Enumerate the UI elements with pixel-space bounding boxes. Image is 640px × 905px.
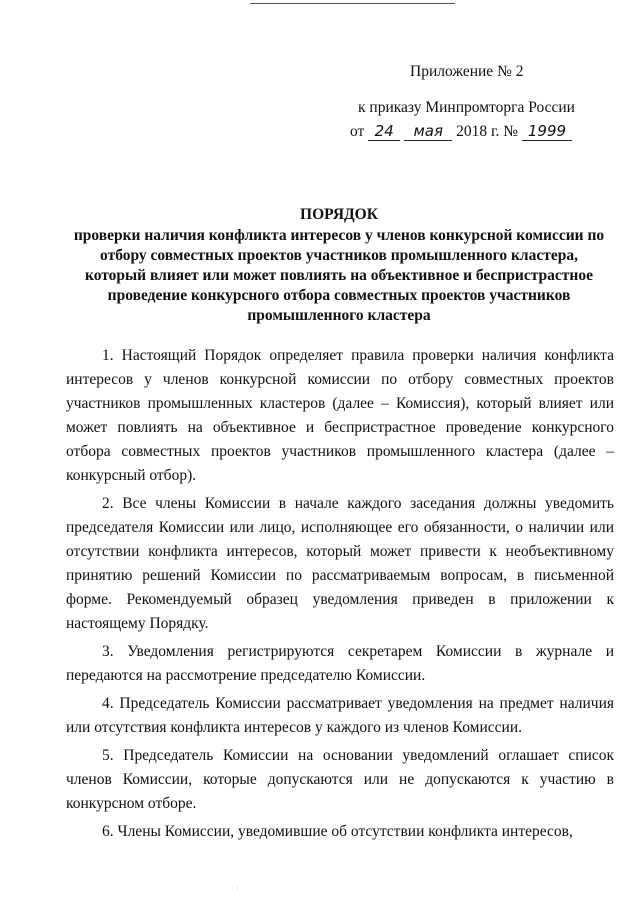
scan-speck: · xyxy=(236,884,239,893)
paragraph-2: 2. Все члены Комиссии в начале каждого заседания должны уведомить председателя Комиссии или лицо, исполняющее его обязанности, о наличии или отсутствии конфликта интересов, который может привести к необъективному принятию решений Комиссии по рассматриваемым вопросам, в письменной форме. Рекомендуемый образец уведомления приведен в приложении к настоящему Порядку. xyxy=(66,495,614,632)
date-prefix: от xyxy=(350,123,365,140)
order-reference: к приказу Минпромторга России xyxy=(358,99,575,116)
appendix-label: Приложение № 2 xyxy=(410,63,524,80)
paragraph-1: 1. Настоящий Порядок определяет правила проверки наличия конфликта интересов у членов конкурсной комиссии по отбору совместных проектов участников промышленных кластеров (далее – Комиссия), который влияет или может повлиять на объективное и беспристрастное проведение конкурсного отбора совместных проектов участников промышленного кластера (далее – конкурсный отбор). xyxy=(66,347,614,484)
paragraph-5: 5. Председатель Комиссии на основании уведомлений оглашает список членов Комиссии, которые допускаются или не допускаются к участию в конкурсном отборе. xyxy=(66,747,614,812)
paragraph-3: 3. Уведомления регистрируются секретарем Комиссии в журнале и передаются на рассмотрение председателю Комиссии. xyxy=(66,643,614,684)
document-body xyxy=(66,344,614,844)
title-subtitle: проверки наличия конфликта интересов у членов конкурсной комиссии по отбору совместных проектов участников промышленного кластера, который влияет или может повлиять на объективное и беспристрастное проведение конкурсного отбора совместных проектов участников промышленного кластера xyxy=(73,227,605,324)
document-header xyxy=(340,60,600,144)
paragraph-6: 6. Члены Комиссии, уведомившие об отсутствии конфликта интересов, xyxy=(102,823,573,840)
date-day-handwritten: 24 xyxy=(368,122,400,141)
date-month-handwritten: мая xyxy=(404,122,452,141)
paragraph-4: 4. Председатель Комиссии рассматривает уведомления на предмет наличия или отсутствия конфликта интересов у каждого из членов Комиссии. xyxy=(66,695,614,736)
order-number-handwritten: 1999 xyxy=(522,122,572,141)
title-main: ПОРЯДОК xyxy=(300,206,378,223)
order-date-line xyxy=(340,120,600,144)
date-year: 2018 г. № xyxy=(456,123,519,140)
document-title xyxy=(72,205,606,326)
page-top-rule xyxy=(250,3,455,4)
